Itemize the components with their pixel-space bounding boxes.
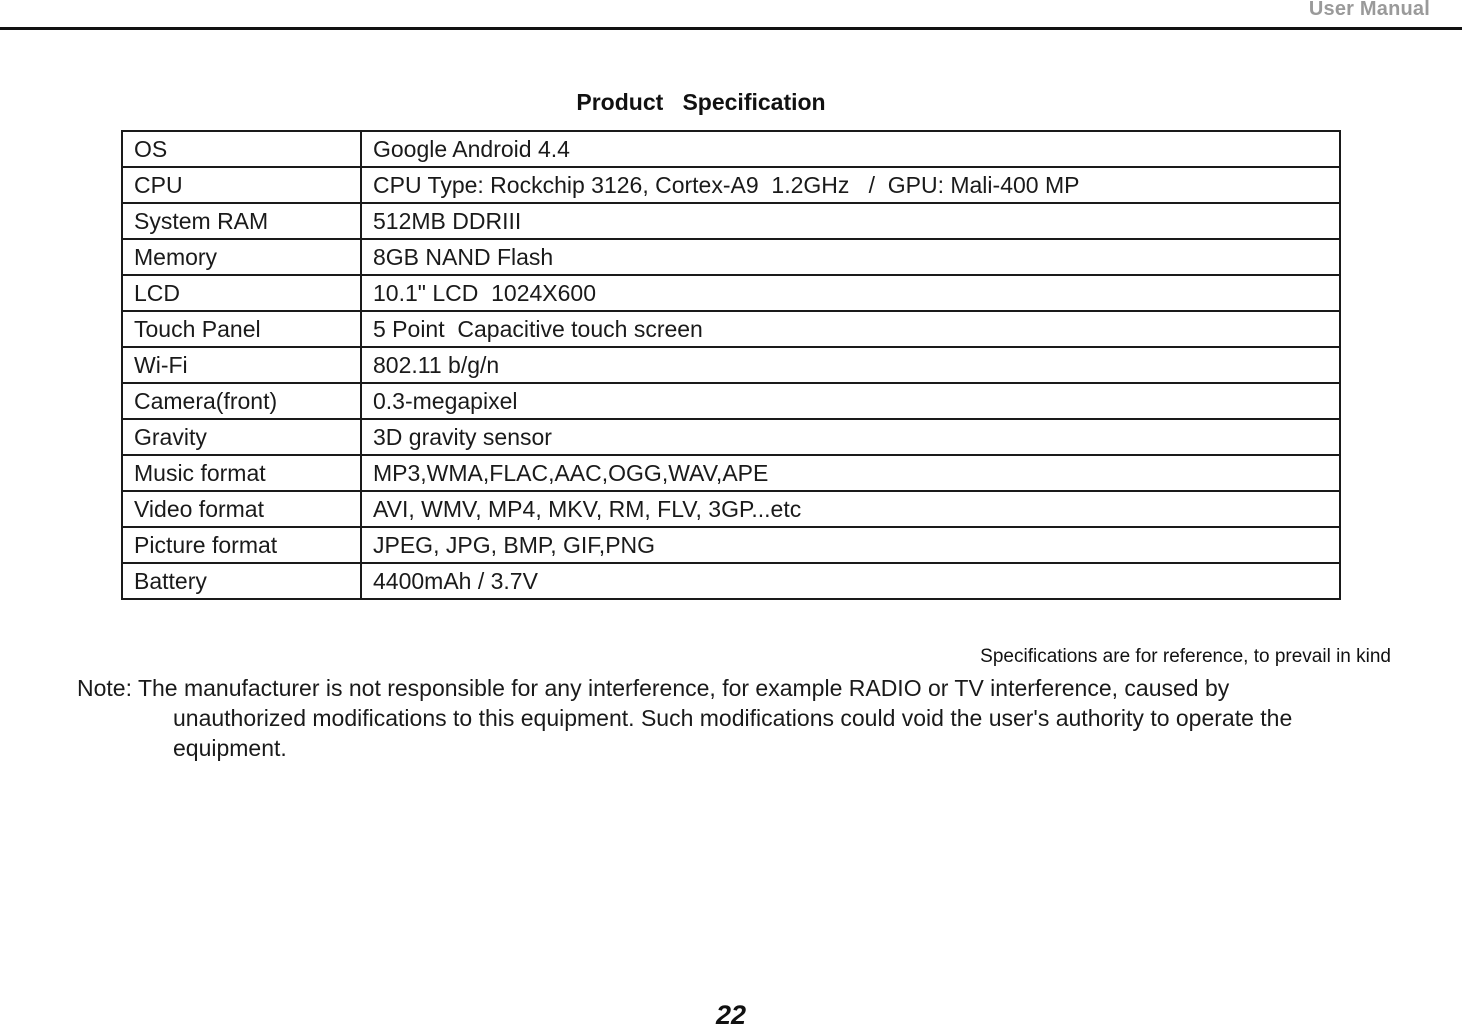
spec-value: 512MB DDRIII	[361, 203, 1340, 239]
spec-value: 8GB NAND Flash	[361, 239, 1340, 275]
spec-table	[121, 130, 1341, 600]
spec-label: Picture format	[122, 527, 361, 563]
table-row	[122, 239, 1340, 275]
page-title: Product Specification	[576, 89, 826, 115]
spec-label: CPU	[122, 167, 361, 203]
spec-value: 5 Point Capacitive touch screen	[361, 311, 1340, 347]
table-row	[122, 203, 1340, 239]
table-row	[122, 383, 1340, 419]
spec-value: 4400mAh / 3.7V	[361, 563, 1340, 599]
table-row	[122, 167, 1340, 203]
spec-value: 0.3-megapixel	[361, 383, 1340, 419]
table-row	[122, 527, 1340, 563]
table-row	[122, 275, 1340, 311]
spec-label: Video format	[122, 491, 361, 527]
spec-value: 3D gravity sensor	[361, 419, 1340, 455]
spec-value: Google Android 4.4	[361, 131, 1340, 167]
note-line: Note: The manufacturer is not responsible for any interference, for example RADIO or TV interference, caused by	[77, 675, 1230, 701]
spec-label: Music format	[122, 455, 361, 491]
page-number: 22	[715, 1000, 747, 1030]
spec-value: MP3,WMA,FLAC,AAC,OGG,WAV,APE	[361, 455, 1340, 491]
spec-value: 10.1" LCD 1024X600	[361, 275, 1340, 311]
spec-label: Wi-Fi	[122, 347, 361, 383]
spec-label: Gravity	[122, 419, 361, 455]
spec-value: 802.11 b/g/n	[361, 347, 1340, 383]
spec-value: JPEG, JPG, BMP, GIF,PNG	[361, 527, 1340, 563]
spec-label: Camera(front)	[122, 383, 361, 419]
spec-label: Battery	[122, 563, 361, 599]
spec-value: AVI, WMV, MP4, MKV, RM, FLV, 3GP...etc	[361, 491, 1340, 527]
table-row	[122, 491, 1340, 527]
running-header: User Manual	[1308, 0, 1430, 20]
spec-label: System RAM	[122, 203, 361, 239]
table-row	[122, 347, 1340, 383]
spec-label: LCD	[122, 275, 361, 311]
spec-label: Touch Panel	[122, 311, 361, 347]
header-rule	[0, 27, 1462, 30]
note-line: unauthorized modifications to this equipment. Such modifications could void the user's authority to operate the	[173, 705, 1293, 731]
table-row	[122, 455, 1340, 491]
spec-label: OS	[122, 131, 361, 167]
table-row	[122, 311, 1340, 347]
disclaimer-note	[77, 673, 1397, 763]
note-line: equipment.	[173, 735, 287, 761]
spec-value: CPU Type: Rockchip 3126, Cortex-A9 1.2GHz / GPU: Mali-400 MP	[361, 167, 1340, 203]
spec-label: Memory	[122, 239, 361, 275]
table-row	[122, 131, 1340, 167]
table-row	[122, 419, 1340, 455]
reference-note: Specifications are for reference, to prevail in kind	[980, 646, 1391, 667]
table-row	[122, 563, 1340, 599]
